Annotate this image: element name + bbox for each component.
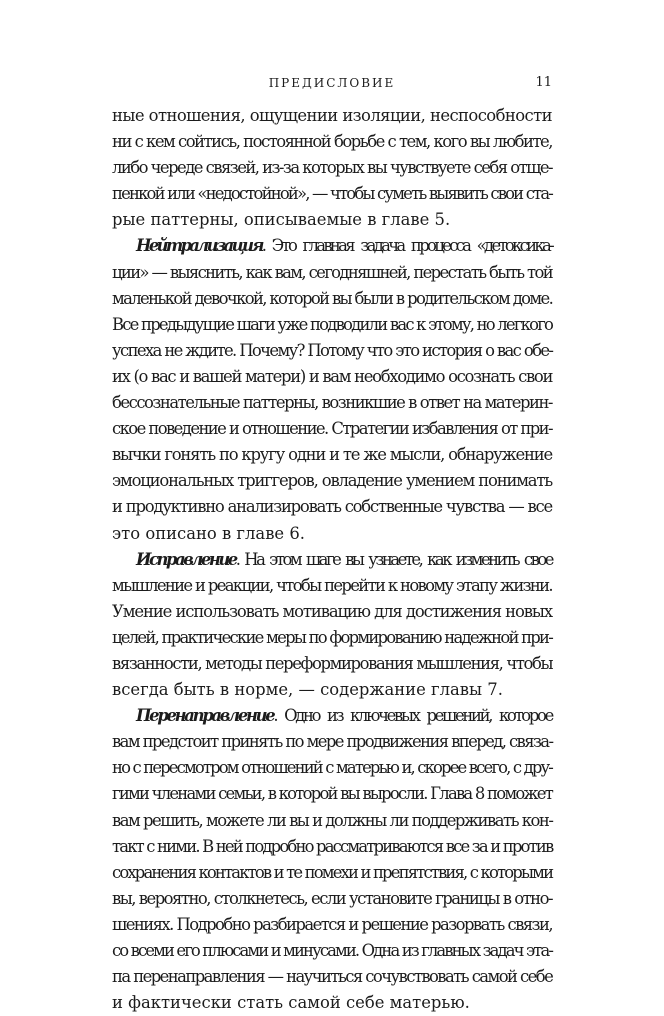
- text-line: эмоциональных триггеров, овладение умением понимать: [112, 471, 552, 491]
- text-line: и продуктивно анализировать собственные чувства — все: [112, 497, 552, 517]
- text-line: вычки гонять по кругу одни и те же мысли, обнаружение: [112, 445, 552, 465]
- text-line: ское поведение и отношение. Стратегии избавления от при-: [112, 419, 552, 439]
- text-line: такт с ними. В ней подробно рассматриваются все за и против: [112, 836, 553, 856]
- paragraph: [112, 103, 552, 233]
- text-fragment: . Одно из ключевых решений, которое: [273, 706, 552, 726]
- text-line: маленькой девочкой, которой вы были в родительском доме.: [112, 288, 553, 308]
- text-line: вам решить, можете ли вы и должны ли поддерживать кон-: [112, 810, 553, 830]
- text-line: вязанности, методы переформирования мышления, чтобы: [112, 653, 553, 673]
- text-line: [112, 233, 552, 259]
- text-line: Все предыдущие шаги уже подводили вас к этому, но легкого: [112, 314, 553, 334]
- text-fragment: . На этом шаге вы узнаете, как изменить свое: [235, 549, 552, 569]
- text-line: рые паттерны, описываемые в главе 5.: [112, 210, 451, 230]
- text-line: всегда быть в норме, — содержание главы 7.: [112, 680, 503, 700]
- paragraph: [112, 703, 552, 1016]
- text-line: ни с кем сойтись, постоянной борьбе с тем, кого вы любите,: [112, 132, 552, 152]
- text-line: ции» — выяснить, как вам, сегодняшней, перестать быть той: [112, 262, 552, 282]
- text-line: со всеми его плюсами и минусами. Одна из главных задач эта-: [112, 941, 552, 960]
- text-line: Умение использовать мотивацию для достижения новых: [112, 601, 552, 621]
- section-term: Нейтрализация: [136, 236, 262, 256]
- text-line: шениях. Подробно разбирается и решение разорвать связи,: [112, 914, 552, 934]
- body-text: [112, 103, 552, 1016]
- text-line: ные отношения, ощущении изоляции, неспособности: [112, 106, 552, 125]
- text-line: целей, практические меры по формированию надежной при-: [112, 627, 553, 647]
- text-line: мышление и реакции, чтобы перейти к новому этапу жизни.: [112, 575, 552, 595]
- section-term: Перенаправление: [136, 706, 274, 726]
- text-line: но с пересмотром отношений с матерью и, скорее всего, с дру-: [112, 758, 552, 778]
- text-line: пенкой или «недостойной», — чтобы суметь выявить свои ста-: [112, 184, 553, 204]
- page-number: 11: [535, 75, 552, 90]
- text-line: [112, 703, 552, 729]
- running-head: [112, 73, 552, 93]
- running-title: ПРЕДИСЛОВИЕ: [268, 76, 396, 90]
- text-line: вы, вероятно, столкнетесь, если установите границы в отно-: [112, 888, 552, 908]
- text-line: и фактически стать самой себе матерью.: [112, 993, 470, 1013]
- text-fragment: . Это главная задача процесса «детоксика-: [261, 236, 552, 256]
- text-line: успеха не ждите. Почему? Потому что это история о вас обе-: [112, 340, 553, 360]
- text-line: [112, 547, 552, 573]
- text-line: либо череде связей, из-за которых вы чувствуете себя отще-: [112, 158, 552, 178]
- paragraph: [112, 547, 552, 704]
- section-term: Исправление: [136, 549, 236, 569]
- text-line: па перенаправления — научиться сочувствовать самой себе: [112, 967, 553, 987]
- text-line: гими членами семьи, в которой вы выросли. Глава 8 поможет: [112, 784, 553, 804]
- text-line: бессознательные паттерны, возникшие в ответ на материн-: [112, 393, 552, 413]
- text-line: это описано в главе 6.: [112, 523, 305, 543]
- text-line: сохранения контактов и те помехи и препятствия, с которыми: [112, 862, 553, 882]
- paragraph: [112, 233, 552, 546]
- text-line: их (о вас и вашей матери) и вам необходимо осознать свои: [112, 366, 553, 386]
- text-line: вам предстоит принять по мере продвижения вперед, связа-: [112, 732, 553, 752]
